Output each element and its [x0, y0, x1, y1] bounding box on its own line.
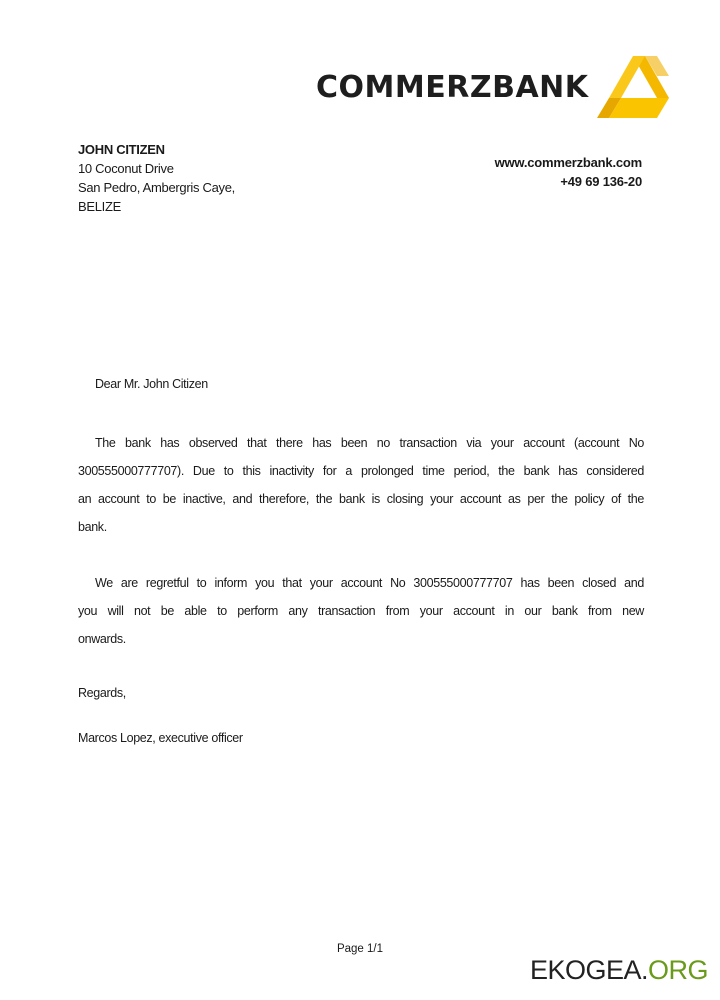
address-line: BELIZE — [78, 199, 121, 214]
page-number: Page 1/1 — [336, 943, 384, 955]
paragraph-account-inactive — [78, 429, 644, 541]
address-line: 10 Coconut Drive — [78, 161, 174, 176]
greeting: Dear Mr. John Citizen — [95, 377, 208, 391]
text-line: an account to be inactive, and therefore, the bank is closing your account as per the policy of the — [78, 492, 644, 506]
watermark-main: EKOGEA. — [529, 955, 648, 985]
text-line: you will not be able to perform any transaction from your account in our bank from new — [78, 604, 644, 618]
text-line: bank. — [78, 520, 107, 534]
text-line: We are regretful to inform you that your account No 300555000777707 has been closed and — [95, 576, 644, 590]
recipient-name: JOHN CITIZEN — [78, 142, 165, 157]
text-line: 300555000777707). Due to this inactivity for a prolonged time period, the bank has considered — [78, 464, 644, 478]
recipient-address — [78, 140, 235, 216]
bank-website: www.commerzbank.com — [494, 155, 642, 170]
logo-ribbon-icon — [595, 52, 671, 122]
text-line: onwards. — [78, 632, 126, 646]
signature: Marcos Lopez, executive officer — [78, 731, 243, 745]
text-line: The bank has observed that there has been no transaction via your account (account No — [95, 436, 644, 450]
watermark-tld: ORG — [647, 955, 708, 985]
address-line: San Pedro, Ambergris Caye, — [78, 180, 235, 195]
bank-logo — [316, 52, 671, 122]
closing: Regards, — [78, 686, 126, 700]
bank-phone: +49 69 136-20 — [560, 174, 642, 189]
paragraph-account-closed — [78, 569, 644, 653]
bank-contact — [495, 153, 642, 191]
logo-text: COMMERZBANK — [316, 69, 589, 105]
watermark — [530, 955, 708, 986]
